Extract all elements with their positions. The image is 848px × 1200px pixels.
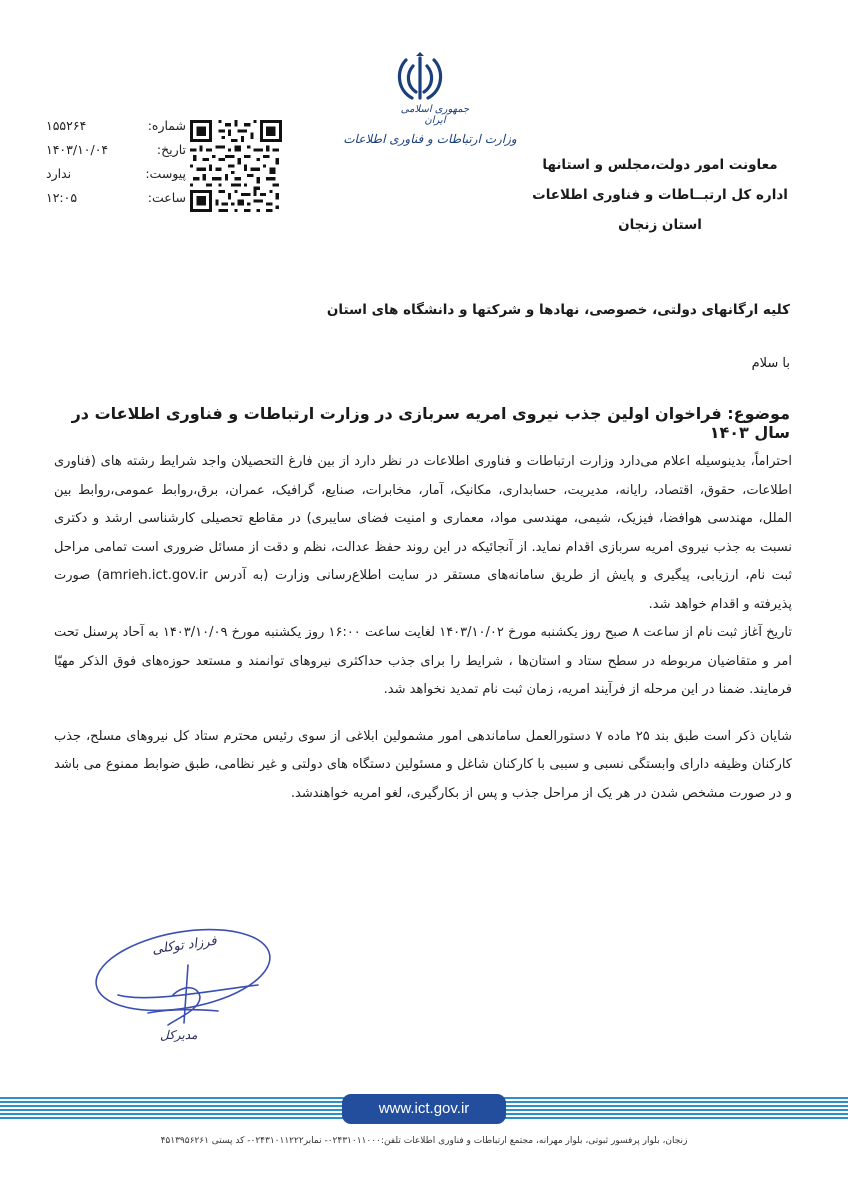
meta-number-label: شماره: <box>147 118 186 133</box>
org-line-province: استان زنجان <box>618 217 702 233</box>
signatory-name: فرزاد توکلی <box>151 933 218 958</box>
qr-code-icon <box>190 120 282 212</box>
meta-attachment-value: ندارد <box>46 166 72 181</box>
letter-meta <box>46 114 186 210</box>
footer-address: زنجان، بلوار پرفسور ثبوتی، بلوار مهرانه، مجتمع ارتباطات و فناوری اطلاعات تلفن:۰۲۴۳۱۰۱۱۰۰۰- نمابر۰۲۴۳۱۰۱۱۲۲۲- کد پستی ۴۵۱۳۹۵۶۲۶۱ <box>160 1136 688 1146</box>
meta-time-label: ساعت: <box>147 190 186 205</box>
letter-subject: موضوع: فراخوان اولین جذب نیروی امریه سربازی در وزارت ارتباطات و فناوری اطلاعات در سال ۱۴۰۳ <box>71 404 790 442</box>
meta-date-label: تاریخ: <box>156 142 186 157</box>
letter-body <box>54 448 792 808</box>
letter-recipient: کلیه ارگانهای دولتی، خصوصی، نهادها و شرکتها و دانشگاه های استان <box>326 302 790 318</box>
organization-heading <box>530 150 790 240</box>
body-paragraph-intro: احتراماً، بدینوسیله اعلام می‌دارد وزارت ارتباطات و فناوری اطلاعات در نظر دارد از بین فارغ التحصیلان واجد شرایط رشته های (فناوری اطلاعات، حقوق، اقتصاد، رایانه، مدیریت، حسابداری، مکانیک، آمار، مخابرات، صنایع، گرافیک، عمران، برق،روابط عمومی،روابط بین الملل، مهندسی هوافضا، فیزیک، شیمی، مهندسی مواد، معماری و امنیت فضای سایبری) در مقاطع تحصیلی کارشناسی ارشد و دکتری نسبت به جذب نیروی امریه سربازی اقدام نماید. از آنجائیکه در این روند حفظ عدالت، نظم و دقت از مسائل ضروری است تمامی مراحل ثبت نام، ارزیابی، پیگیری و پایش از طریق سامانه‌های مستقر در سایت اطلاع‌رسانی وزارت (به آدرس amrieh.ict.gov.ir) صورت پذیرفته و اقدام خواهد شد. <box>54 454 792 612</box>
meta-time-row <box>46 186 186 210</box>
logo-ministry-text: وزارت ارتباطات و فناوری اطلاعات <box>343 132 517 146</box>
signatory-title: مدیرکل <box>160 1028 198 1042</box>
meta-date-row <box>46 138 186 162</box>
org-line-deputy: معاونت امور دولت،مجلس و استانها <box>542 157 778 173</box>
org-line-department: اداره کل ارتبــاطات و فناوری اطلاعات <box>532 187 788 203</box>
meta-date-value: ۱۴۰۳/۱۰/۰۴ <box>46 142 109 157</box>
meta-attachment-label: پیوست: <box>145 166 186 181</box>
body-paragraph-rules: شایان ذکر است طبق بند ۲۵ ماده ۷ دستورالعمل ساماندهی امور مشمولین ابلاغی از سوی رئیس محترم ستاد کل نیروهای مسلح، جذب کارکنان وظیفه دارای وابستگی نسبی و سببی با کارکنان شاغل و مسئولین دستگاه های دولتی و غیر نظامی، طبق ضوابط ممنوع می باشد و در صورت مشخص شدن در هر یک از مراحل جذب و پس از بکارگیری، لغو امریه خواهندشد. <box>54 728 793 801</box>
iran-emblem-icon <box>392 52 448 104</box>
meta-number-value: ۱۵۵۲۶۴ <box>46 118 87 133</box>
meta-time-value: ۱۲:۰۵ <box>46 190 78 205</box>
meta-number-row <box>46 114 186 138</box>
letter-greeting: با سلام <box>751 356 790 371</box>
meta-attachment-row <box>46 162 186 186</box>
logo-country-text: جمهوری اسلامی ایران <box>400 104 470 126</box>
footer-website-link[interactable]: www.ict.gov.ir <box>342 1094 506 1124</box>
body-paragraph-schedule: تاریخ آغاز ثبت نام از ساعت ۸ صبح روز یکشنبه مورخ ۱۴۰۳/۱۰/۰۲ لغایت ساعت ۱۶:۰۰ روز یکشنبه مورخ ۱۴۰۳/۱۰/۰۹ به آحاد پرسنل تحت امر و متقاضیان مربوطه در سطح ستاد و استان‌ها ، شرایط را برای جذب حداکثری نیروهای توانمند و مستعد حوزه‌های فوق الذکر مهیّا فرمایند. ضمنا در این مرحله از فرآیند امریه، زمان ثبت نام تمدید نخواهد شد. <box>54 625 793 697</box>
